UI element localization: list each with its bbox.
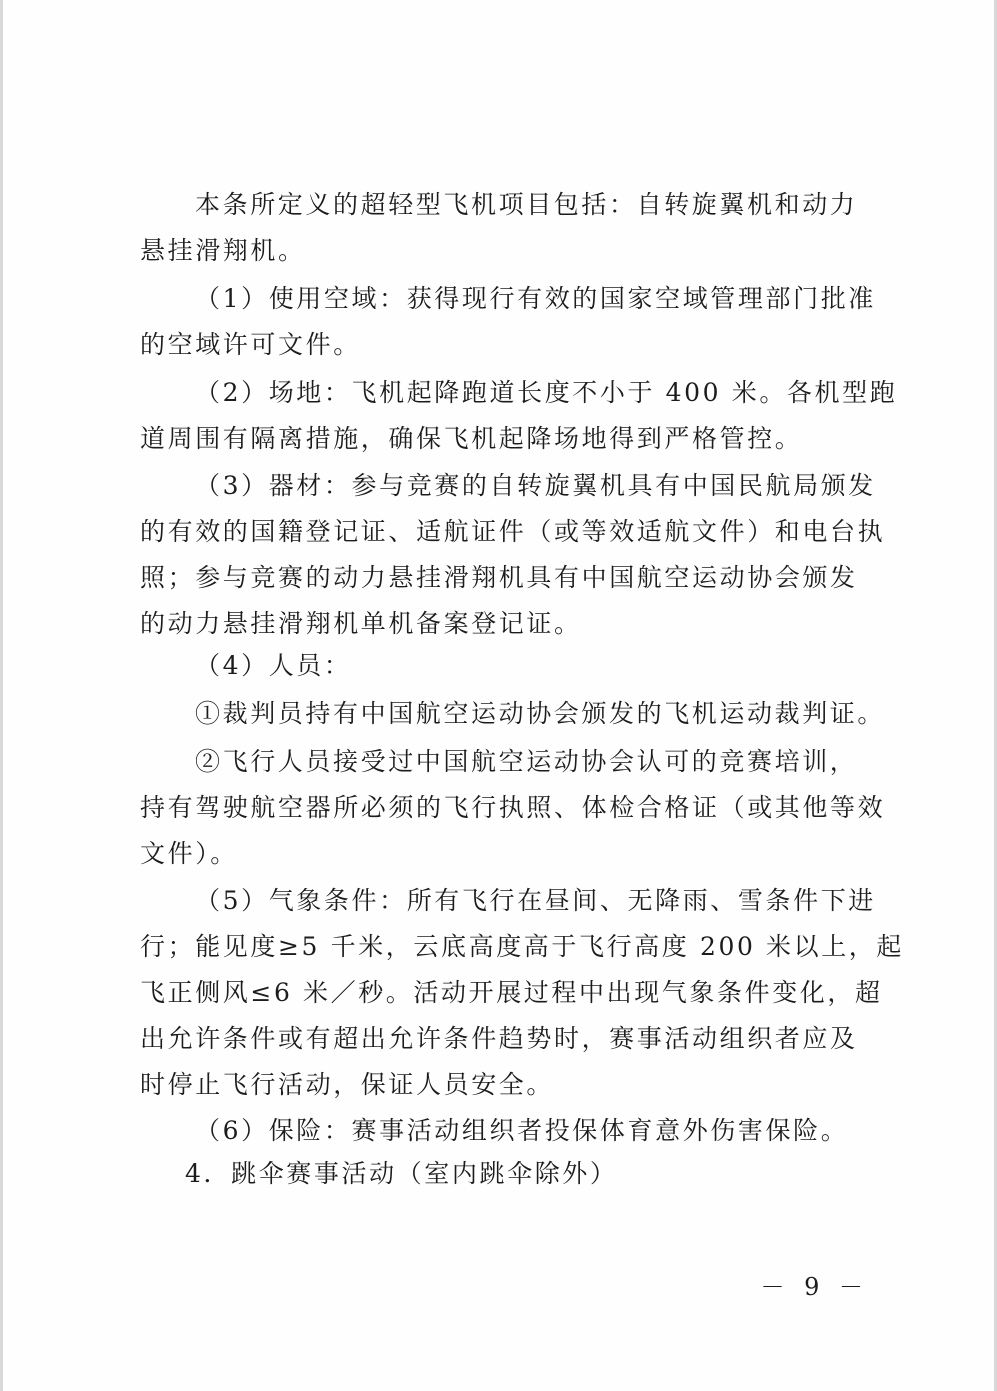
scan-edge-left <box>0 0 3 1391</box>
paragraph-line: 的空域许可文件。 <box>140 330 361 359</box>
paragraph-line: 出允许条件或有超出允许条件趋势时，赛事活动组织者应及 <box>140 1024 858 1053</box>
paragraph-line: ②飞行人员接受过中国航空运动协会认可的竞赛培训， <box>195 747 858 776</box>
paragraph-line: 行；能见度≥5 千米，云底高度高于飞行高度 200 米以上，起 <box>140 932 905 961</box>
section-heading: 4．跳伞赛事活动（室内跳伞除外） <box>185 1159 618 1188</box>
paragraph-line: 照；参与竞赛的动力悬挂滑翔机具有中国航空运动协会颁发 <box>140 563 858 592</box>
paragraph-line: 悬挂滑翔机。 <box>140 236 306 265</box>
paragraph-line: 时停止飞行活动，保证人员安全。 <box>140 1070 555 1099</box>
paragraph-line: （5）气象条件：所有飞行在昼间、无降雨、雪条件下进 <box>195 886 876 915</box>
paragraph-line: 道周围有隔离措施，确保飞机起降场地得到严格管控。 <box>140 424 803 453</box>
paragraph-line: （1）使用空域：获得现行有效的国家空域管理部门批准 <box>195 284 876 313</box>
paragraph-line: （6）保险：赛事活动组织者投保体育意外伤害保险。 <box>195 1116 849 1145</box>
paragraph-line: （3）器材：参与竞赛的自转旋翼机具有中国民航局颁发 <box>195 471 876 500</box>
paragraph-line: 本条所定义的超轻型飞机项目包括：自转旋翼机和动力 <box>195 190 858 219</box>
paragraph-line: ①裁判员持有中国航空运动协会颁发的飞机运动裁判证。 <box>195 699 886 728</box>
page-number: － 9 － <box>760 1273 869 1301</box>
paragraph-line: （4）人员： <box>195 651 352 680</box>
paragraph-line: 持有驾驶航空器所必须的飞行执照、体检合格证（或其他等效 <box>140 793 886 822</box>
paragraph-line: 飞正侧风≤6 米／秒。活动开展过程中出现气象条件变化，超 <box>140 978 883 1007</box>
paragraph-line: 的动力悬挂滑翔机单机备案登记证。 <box>140 609 582 638</box>
paragraph-line: （2）场地：飞机起降跑道长度不小于 400 米。各机型跑 <box>195 378 898 407</box>
paragraph-line: 的有效的国籍登记证、适航证件（或等效适航文件）和电台执 <box>140 517 886 546</box>
paragraph-line: 文件）。 <box>140 839 238 868</box>
